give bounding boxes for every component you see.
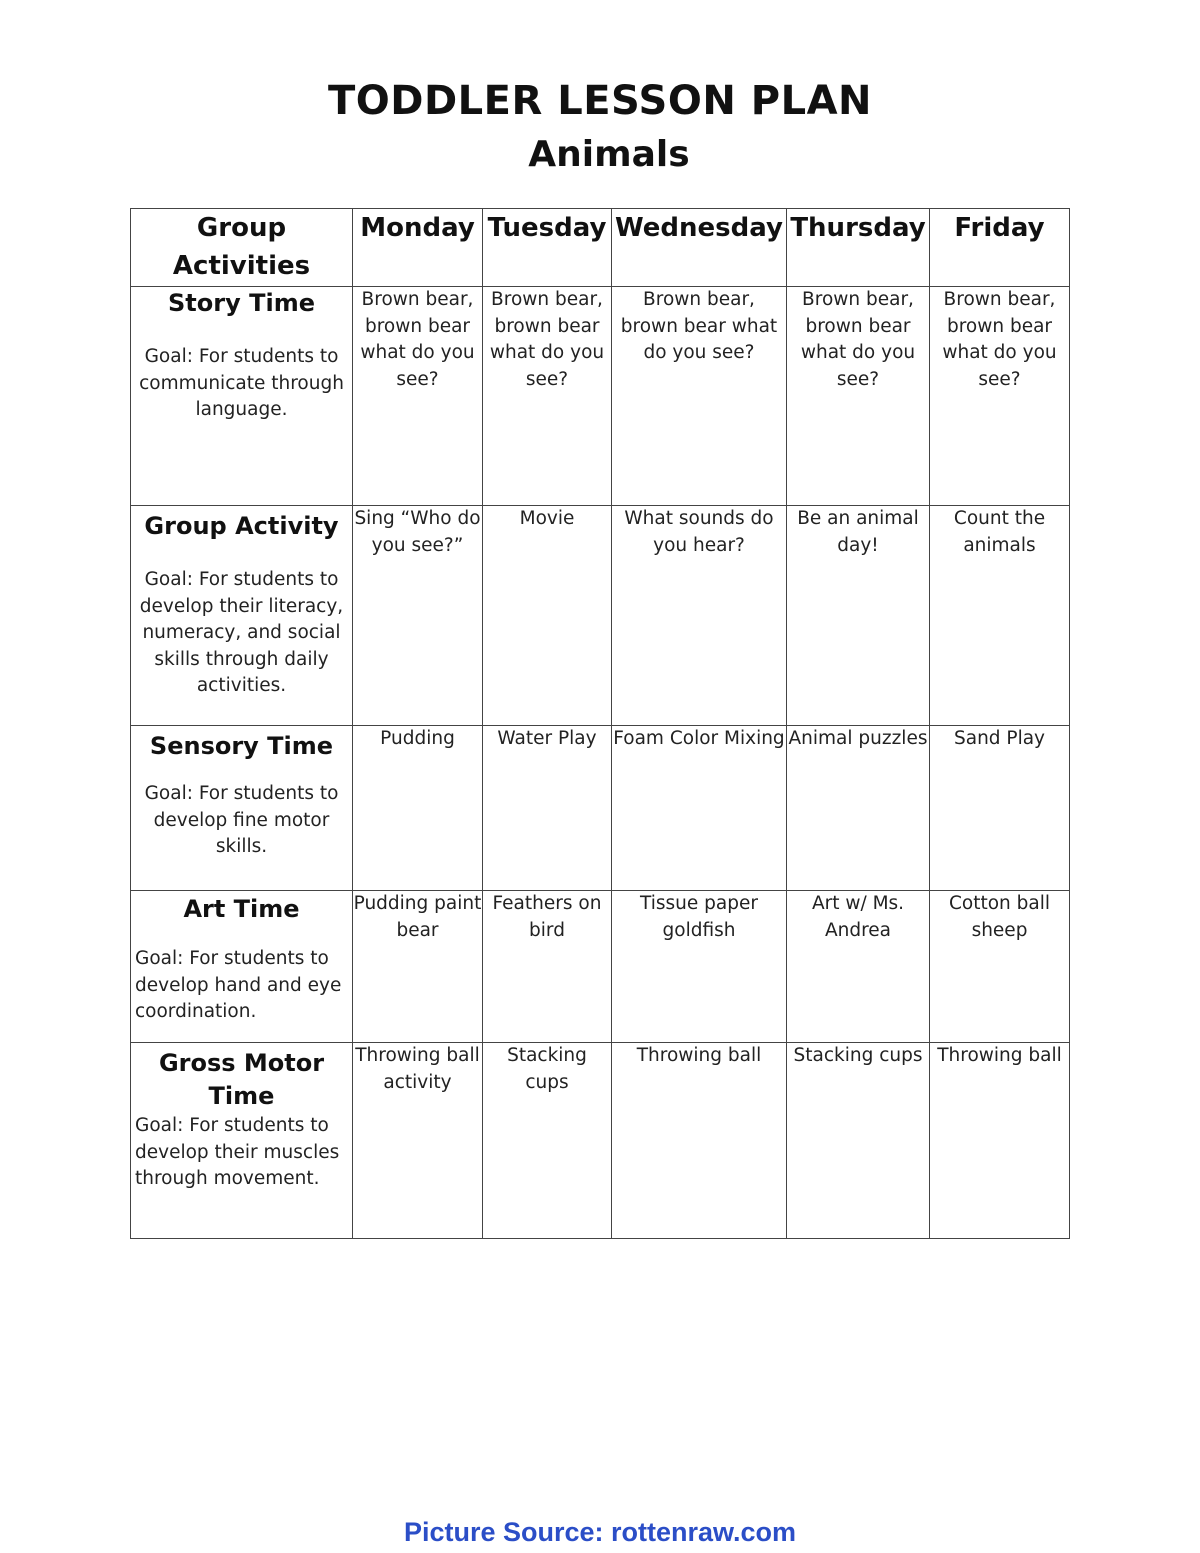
- header-row: [131, 209, 1070, 287]
- page-title: TODDLER LESSON PLAN: [327, 78, 872, 124]
- row-header-art-time: [131, 891, 353, 1043]
- row-title: Group Activity: [144, 512, 339, 540]
- table-cell: Brown bear, brown bear what do you see?: [612, 287, 787, 506]
- table-cell: Brown bear, brown bear what do you see?: [787, 287, 930, 506]
- row-header-gross-motor-time: [131, 1043, 353, 1239]
- table-cell: Stacking cups: [483, 1043, 612, 1239]
- row-title: Sensory Time: [149, 732, 334, 760]
- table-row: [131, 891, 1070, 1043]
- header-group-activities: Group Activities: [131, 209, 353, 287]
- table-row: [131, 726, 1070, 891]
- row-goal: Goal: For students to communicate through language.: [139, 346, 344, 420]
- table-cell: Brown bear, brown bear what do you see?: [353, 287, 483, 506]
- table-cell: Pudding: [353, 726, 483, 891]
- lesson-plan-table: [130, 208, 1070, 1239]
- row-goal: Goal: For students to develop their literacy, numeracy, and social skills through daily activities.: [139, 569, 344, 696]
- table-cell: Throwing ball: [612, 1043, 787, 1239]
- table-cell: Throwing ball activity: [353, 1043, 483, 1239]
- table-cell: Movie: [483, 506, 612, 726]
- table-cell: Brown bear, brown bear what do you see?: [930, 287, 1070, 506]
- header-monday: Monday: [353, 209, 483, 287]
- table-cell: Be an animal day!: [787, 506, 930, 726]
- row-header-story-time: [131, 287, 353, 506]
- row-header-group-activity: [131, 506, 353, 726]
- row-header-sensory-time: [131, 726, 353, 891]
- table-cell: Animal puzzles: [787, 726, 930, 891]
- row-title: Gross Motor Time: [158, 1049, 325, 1110]
- row-title: Art Time: [183, 895, 300, 923]
- table-row: [131, 506, 1070, 726]
- table-cell: Foam Color Mixing: [612, 726, 787, 891]
- row-goal: Goal: For students to develop hand and eye coordination.: [135, 948, 342, 1022]
- table-cell: Sand Play: [930, 726, 1070, 891]
- header-wednesday: Wednesday: [612, 209, 787, 287]
- table-row: [131, 1043, 1070, 1239]
- row-goal: Goal: For students to develop their muscles through movement.: [135, 1115, 340, 1189]
- table-cell: Brown bear, brown bear what do you see?: [483, 287, 612, 506]
- picture-source-caption: Picture Source: rottenraw.com: [403, 1517, 797, 1547]
- table-cell: Water Play: [483, 726, 612, 891]
- table-cell: What sounds do you hear?: [612, 506, 787, 726]
- table-cell: Tissue paper goldfish: [612, 891, 787, 1043]
- table-cell: Pudding paint bear: [353, 891, 483, 1043]
- table-cell: Throwing ball: [930, 1043, 1070, 1239]
- row-title: Story Time: [168, 289, 315, 317]
- row-goal: Goal: For students to develop fine motor skills.: [144, 783, 339, 857]
- page-subtitle: Animals: [528, 134, 690, 175]
- table-cell: Stacking cups: [787, 1043, 930, 1239]
- table-row: [131, 287, 1070, 506]
- table-cell: Sing “Who do you see?”: [353, 506, 483, 726]
- header-friday: Friday: [930, 209, 1070, 287]
- table-cell: Cotton ball sheep: [930, 891, 1070, 1043]
- header-thursday: Thursday: [787, 209, 930, 287]
- table-cell: Feathers on bird: [483, 891, 612, 1043]
- table-cell: Count the animals: [930, 506, 1070, 726]
- table-cell: Art w/ Ms. Andrea: [787, 891, 930, 1043]
- header-tuesday: Tuesday: [483, 209, 612, 287]
